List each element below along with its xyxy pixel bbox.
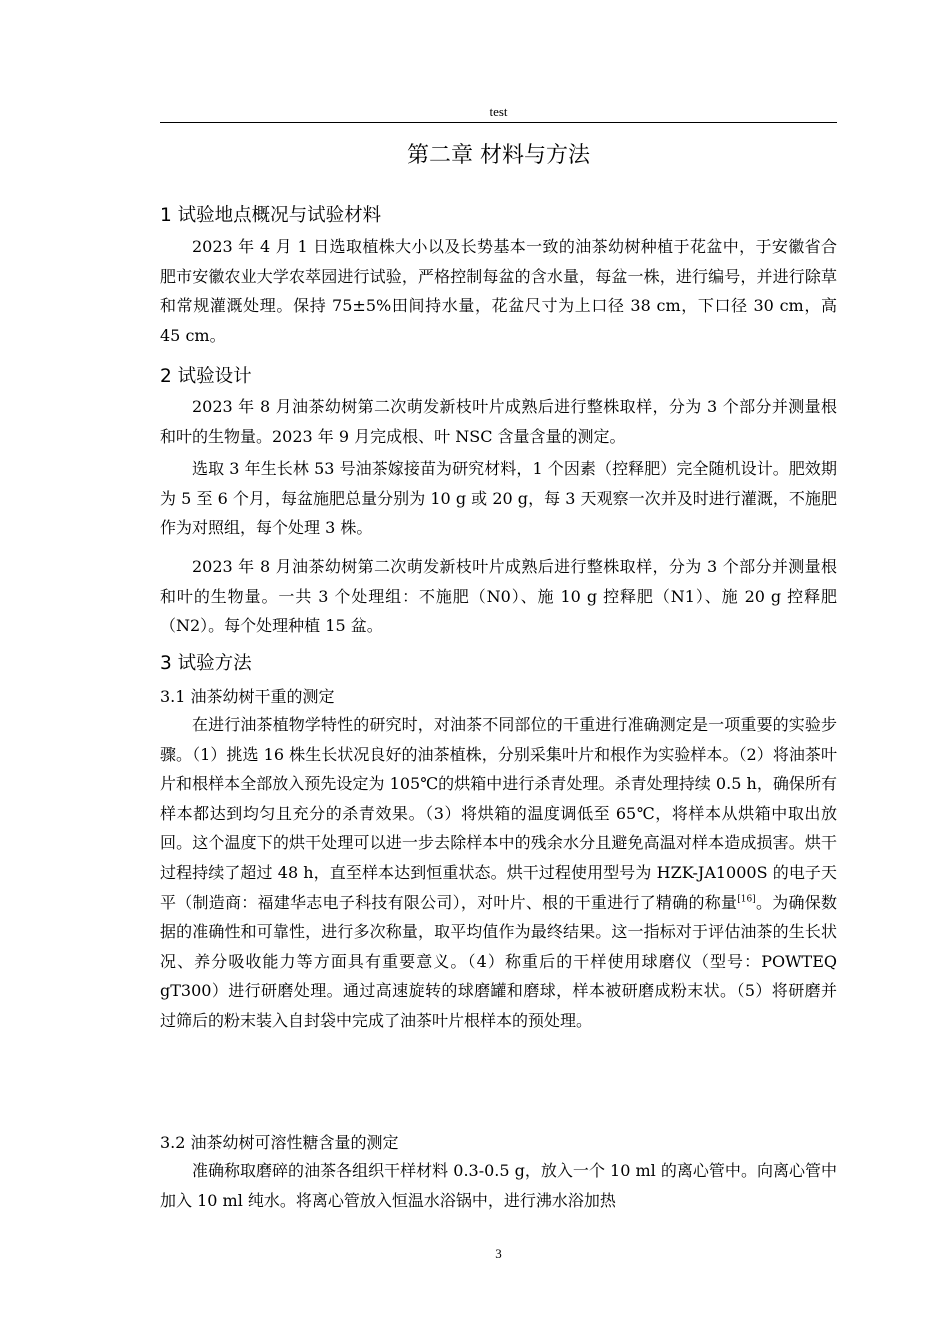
section-2-paragraph-1: 2023 年 8 月油茶幼树第二次萌发新枝叶片成熟后进行整株取样，分为 3 个部分并测量根和叶的生物量。2023 年 9 月完成根、叶 NSC 含量含量的测定。: [160, 397, 837, 446]
running-header: test: [489, 104, 508, 119]
citation-marker: [16]: [737, 894, 756, 905]
paragraph-text-part-2: 。为确保数据的准确性和可靠性，进行多次称量，取平均值作为最终结果。这一指标对于评估油茶的生长状况、养分吸收能力等方面具有重要意义。（4）称重后的干样使用球磨仪（型号：POWTEQ gT300）进行研磨处理。通过高速旋转的球磨罐和磨球，样本被研磨成粉末状。（5）将研磨并过筛后的粉末装入自封袋中完成了油茶叶片根样本的预处理。: [160, 892, 837, 1030]
page-number: 3: [495, 1246, 502, 1261]
section-3-heading: 3 试验方法: [160, 653, 252, 674]
paragraph-text-part-1: 在进行油茶植物学特性的研究时，对油茶不同部位的干重进行准确测定是一项重要的实验步骤。（1）挑选 16 株生长状况良好的油茶植株，分别采集叶片和根作为实验样本。（2）将油茶叶片和根样本全部放入预先设定为 105℃的烘箱中进行杀青处理。杀青处理持续 0.5 h，确保所有样本都达到均匀且充分的杀青效果。（3）将烘箱的温度调低至 65℃，将样本从烘箱中取出放回。这个温度下的烘干处理可以进一步去除样本中的残余水分且避免高温对样本造成损害。烘干过程持续了超过 48 h，直至样本达到恒重状态。烘干过程使用型号为 HZK-JA1000S 的电子天平（制造商：福建华志电子科技有限公司），对叶片、根的干重进行了精确的称量: [160, 715, 837, 912]
subsection-3-2-paragraph: 准确称取磨碎的油茶各组织干样材料 0.3-0.5 g，放入一个 10 ml 的离心管中。向离心管中加入 10 ml 纯水。将离心管放入恒温水浴锅中，进行沸水浴加热: [160, 1161, 837, 1210]
section-2-paragraph-2: 选取 3 年生长林 53 号油茶嫁接苗为研究材料，1 个因素（控释肥）完全随机设计。肥效期为 5 至 6 个月，每盆施肥总量分别为 10 g 或 20 g，每 3 天观察一次并及时进行灌溉，不施肥作为对照组，每个处理 3 株。: [160, 459, 837, 538]
subsection-3-1-paragraph: [160, 710, 837, 1036]
section-2-paragraph-3: 2023 年 8 月油茶幼树第二次萌发新枝叶片成熟后进行整株取样，分为 3 个部分并测量根和叶的生物量。一共 3 个处理组：不施肥（N0）、施 10 g 控释肥（N1）、施 20 g 控释肥（N2）。每个处理种植 15 盆。: [160, 557, 837, 636]
header-rule: [160, 122, 837, 123]
section-1-heading: 1 试验地点概况与试验材料: [160, 205, 382, 226]
section-1-paragraph: 2023 年 4 月 1 日选取植株大小以及长势基本一致的油茶幼树种植于花盆中，于安徽省合肥市安徽农业大学农萃园进行试验，严格控制每盆的含水量，每盆一株，进行编号，并进行除草和常规灌溉处理。保持 75±5%田间持水量，花盆尺寸为上口径 38 cm，下口径 30 cm，高 45 cm。: [160, 237, 837, 345]
section-2-heading: 2 试验设计: [160, 366, 252, 387]
subsection-3-2-heading: 3.2 油茶幼树可溶性糖含量的测定: [160, 1133, 399, 1152]
subsection-3-1-heading: 3.1 油茶幼树干重的测定: [160, 687, 335, 706]
chapter-title: 第二章 材料与方法: [407, 143, 590, 168]
